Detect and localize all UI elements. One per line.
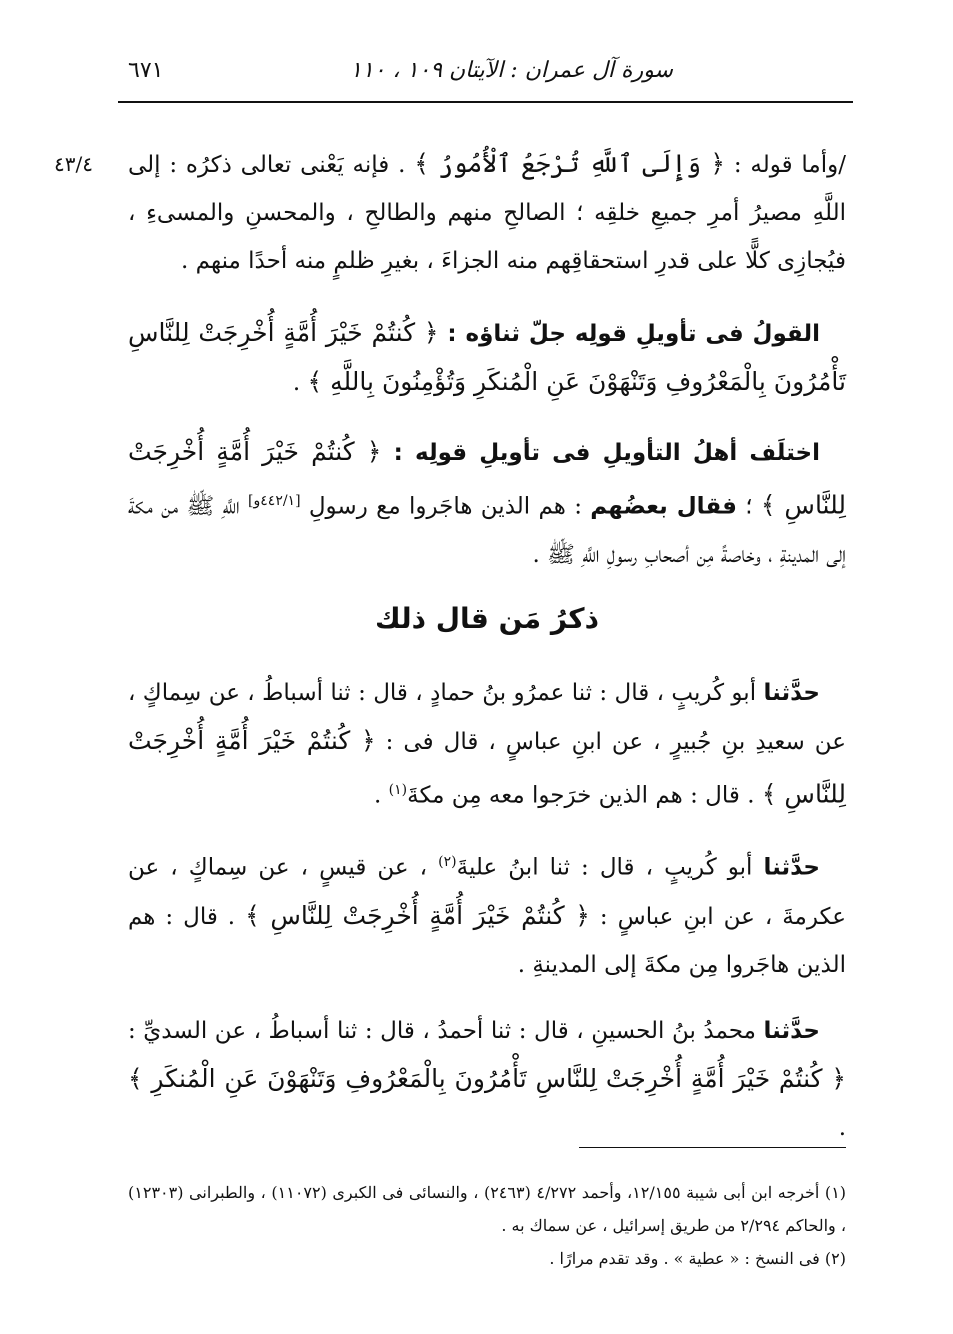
paragraph-1 bbox=[128, 140, 846, 285]
paragraph-4-text-1: أبو كُريبٍ ، قال : ثنا عمرُو بنُ حمادٍ ، قال : ثنا أسباطُ ، عن سِماكٍ ، عن سعيدِ بنِ جُبيرٍ ، عن ابنِ عباسٍ ، قال فى : bbox=[128, 680, 846, 755]
paragraph-5 bbox=[128, 838, 846, 989]
footnote-2: (٢) فى النسخ : « عطية » . وقد تقدم مرارًا . bbox=[549, 1249, 846, 1268]
paragraph-4-text-2: . قال : هم الذين خرَجوا معه مِن مكةَ bbox=[407, 782, 762, 809]
paragraph-3-lead2: فقال بعضُهم bbox=[590, 493, 737, 520]
paragraph-3-text-1: : هم الذين هاجَروا مع رسولِ bbox=[300, 493, 591, 520]
paragraph-6 bbox=[128, 1007, 846, 1152]
paragraph-3-text-2: اللَّهِ ﷺ من مكةَ إلى المدينةِ ، وخاصةً مِن أصحابِ رسولِ اللَّهِ ﷺ . bbox=[128, 493, 846, 568]
paragraph-4-text-3: . bbox=[374, 782, 389, 809]
section-heading: ذكرُ مَن قال ذلك bbox=[375, 602, 599, 635]
quran-verse: ﴿ وَإِلَى ٱللَّهِ تُرْجَعُ ٱلْأُمُورُ ﴾ bbox=[414, 149, 726, 178]
running-header bbox=[118, 54, 853, 94]
paragraph-5-text-3: . قال : هم الذين هاجَروا مِن مكةَ إلى المدينةِ . bbox=[128, 903, 846, 978]
paragraph-2 bbox=[128, 309, 846, 407]
footnotes bbox=[128, 1176, 846, 1275]
paragraph-5-text-2: ، عن قيسٍ ، عن سِماكٍ ، عن عكرمةَ ، عن ابنِ عباسٍ : bbox=[128, 854, 846, 930]
paragraph-6-text-1: محمدُ بنُ الحسينِ ، قال : ثنا أحمدُ ، قال : ثنا أسباطُ ، عن السديِّ : bbox=[128, 1018, 764, 1044]
header-rule bbox=[118, 101, 853, 103]
header-title: سورة آل عمران : الآيتان ١٠٩ ، ١١٠ bbox=[350, 58, 673, 83]
paragraph-1-lead: /وأما قوله : bbox=[725, 152, 847, 178]
quran-verse: ﴿ كُنتُمْ خَيْرَ أُمَّةٍ أُخْرِجَتْ لِلنَّاسِ تَأْمُرُونَ بِالْمَعْرُوفِ وَتَنْهَوْنَ عَنِ الْمُنكَرِ وَتُؤْمِنُونَ بِاللَّهِ ﴾ bbox=[128, 318, 846, 396]
footnote-1: (١) أخرجه ابن أبى شيبة ١٢/١٥٥، وأحمد ٤/٢٧٢ (٢٤٦٣) ، والنسائى فى الكبرى (١١٠٧٢) ، والطبرانى (١٢٣٠٣) ، والحاكم ٢/٢٩٤ من طريق إسرائيل ، عن سماك به . bbox=[128, 1183, 847, 1235]
paragraph-5-lead: حدَّثنا bbox=[763, 854, 820, 881]
paragraph-2-text: . bbox=[292, 370, 308, 396]
paragraph-4-lead: حدَّثنا bbox=[763, 680, 820, 706]
paragraph-6-lead: حدَّثنا bbox=[763, 1018, 820, 1044]
quran-verse: ﴿ كُنتُمْ خَيْرَ أُمَّةٍ أُخْرِجَتْ لِلنَّاسِ ﴾ bbox=[128, 726, 846, 809]
manuscript-reference: [٤٤٢/١و] bbox=[248, 493, 301, 509]
paragraph-5-text-1: أبو كُريبٍ ، قال : ثنا ابنُ عليةَ bbox=[456, 854, 764, 881]
paragraph-3 bbox=[128, 428, 846, 579]
footnote-ref-2[interactable]: (٢) bbox=[438, 854, 457, 870]
margin-reference: ٤٣/٤ bbox=[54, 152, 93, 176]
page-number: ٦٧١ bbox=[128, 58, 164, 83]
paragraph-3-lead: اختلَف أهلُ التأويلِ فى تأويلِ قولِه : bbox=[381, 440, 821, 466]
quran-verse: ﴿ كُنتُمْ خَيْرَ أُمَّةٍ أُخْرِجَتْ لِلنَّاسِ تَأْمُرُونَ بِالْمَعْرُوفِ وَتَنْهَوْنَ عَنِ الْمُنكَرِ ﴾ bbox=[128, 1064, 846, 1093]
paragraph-3-mid: ؛ bbox=[736, 493, 761, 520]
quran-verse: ﴿ كُنتُمْ خَيْرَ أُمَّةٍ أُخْرِجَتْ لِلنَّاسِ ﴾ bbox=[245, 900, 590, 930]
footnote-rule bbox=[579, 1147, 846, 1148]
quran-verse: ﴿ كُنتُمْ خَيْرَ أُمَّةٍ أُخْرِجَتْ لِلنَّاسِ ﴾ bbox=[128, 437, 846, 520]
footnote-ref-1[interactable]: (١) bbox=[388, 782, 408, 798]
paragraph-4 bbox=[128, 669, 846, 820]
paragraph-6-text-2: . bbox=[838, 1115, 846, 1141]
section-lead: القولُ فى تأويلِ قولِه جلّ ثناؤه : bbox=[438, 321, 821, 347]
paragraph-1-text: . فإنه يَعْنى تعالى ذكرُه : إلى اللَّهِ مصيرُ أمرِ جميعِ خلقِه ؛ الصالحِ منهم والطالحِ ، والمحسنِ والمسىءِ ، فيُجازِى كلًّا على قدرِ استحقاقِهم منه الجزاءَ ، بغيرِ ظلمٍ منه أحدًا منهم . bbox=[128, 152, 846, 274]
